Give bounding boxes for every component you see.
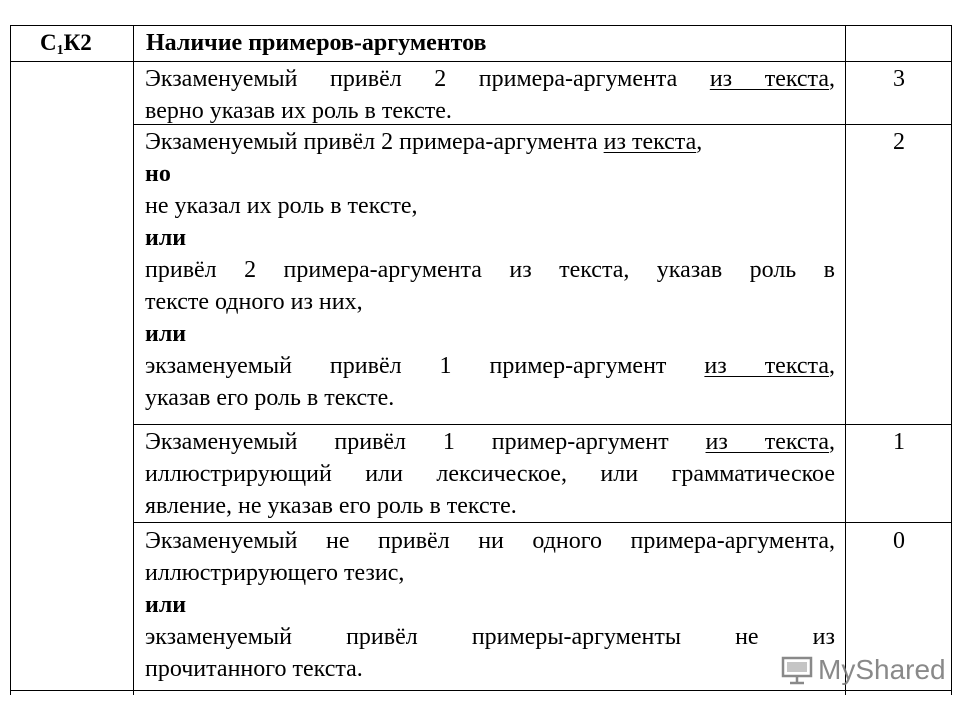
text-line (145, 557, 835, 589)
text-line (145, 589, 835, 621)
text-line (145, 621, 835, 653)
table-border-top (10, 25, 952, 26)
header-row-divider (10, 61, 952, 62)
text-fragment: , (828, 353, 835, 379)
text-fragment: , (829, 66, 835, 92)
text-fragment: не указал их роль в тексте, (145, 193, 418, 219)
text-line (145, 426, 835, 458)
score-value: 2 (893, 129, 905, 155)
underlined-phrase: из текста (603, 129, 697, 155)
text-fragment: Экзаменуемый привёл 1 пример-аргумент (145, 429, 706, 455)
bold-connector: или (145, 592, 187, 618)
column-divider-2 (845, 25, 846, 695)
text-line (145, 190, 835, 222)
bold-connector: но (145, 161, 171, 187)
text-fragment: , (696, 129, 703, 155)
text-fragment: явление, не указав его роль в тексте. (145, 493, 517, 519)
text-line (145, 525, 835, 557)
text-line (145, 318, 835, 350)
watermark (780, 654, 946, 686)
score-value: 3 (893, 66, 905, 92)
table-border-bottom (10, 690, 952, 691)
text-line (145, 458, 835, 490)
underlined-phrase: из текста (704, 353, 829, 379)
text-line (145, 254, 835, 286)
bold-connector: или (145, 321, 187, 347)
criterion-code: $С_1К2$ (40, 30, 92, 58)
text-line (145, 286, 835, 318)
text-fragment: , (829, 429, 836, 455)
presentation-board-icon (780, 655, 814, 685)
score-value: 1 (893, 429, 905, 455)
text-fragment: экзаменуемый привёл примеры-аргументы не из (145, 624, 835, 650)
text-fragment: Экзаменуемый привёл 2 примера-аргумента (145, 66, 710, 92)
text-fragment: прочитанного текста. (145, 656, 363, 682)
text-fragment: Экзаменуемый не привёл ни одного примера-аргумента, (145, 528, 835, 554)
text-line (145, 95, 835, 127)
text-fragment: иллюстрирующий или лексическое, или грамматическое (145, 461, 835, 487)
text-fragment: тексте одного из них, (145, 289, 363, 315)
watermark-text: MyShared (818, 654, 946, 685)
underlined-phrase: из текста (705, 429, 830, 455)
text-line (145, 382, 835, 414)
table-border-left (10, 25, 11, 695)
row-divider-3 (133, 522, 952, 523)
underlined-phrase: из текста (709, 66, 829, 92)
text-line (145, 158, 835, 190)
text-fragment: экзаменуемый привёл 1 пример-аргумент (145, 353, 705, 379)
criterion-row-text (145, 525, 835, 685)
column-divider-1 (133, 25, 134, 695)
text-line (145, 222, 835, 254)
row-divider-2 (133, 424, 952, 425)
criterion-row-text (145, 126, 835, 414)
text-line (145, 63, 835, 95)
text-line (145, 350, 835, 382)
bold-connector: или (145, 225, 187, 251)
table-border-right (951, 25, 952, 695)
text-fragment: верно указав их роль в тексте. (145, 98, 452, 124)
score-value: 0 (893, 528, 905, 554)
text-fragment: привёл 2 примера-аргумента из текста, указав роль в (145, 257, 835, 283)
text-fragment: Экзаменуемый привёл 2 примера-аргумента (145, 129, 604, 155)
text-fragment: иллюстрирующего тезис, (145, 560, 405, 586)
criterion-row-text (145, 63, 835, 127)
text-line (145, 490, 835, 522)
criterion-title: Наличие примеров-аргументов (146, 30, 487, 56)
text-fragment: указав его роль в тексте. (145, 385, 395, 411)
text-line (145, 126, 835, 158)
criterion-row-text (145, 426, 835, 522)
text-line (145, 653, 835, 685)
